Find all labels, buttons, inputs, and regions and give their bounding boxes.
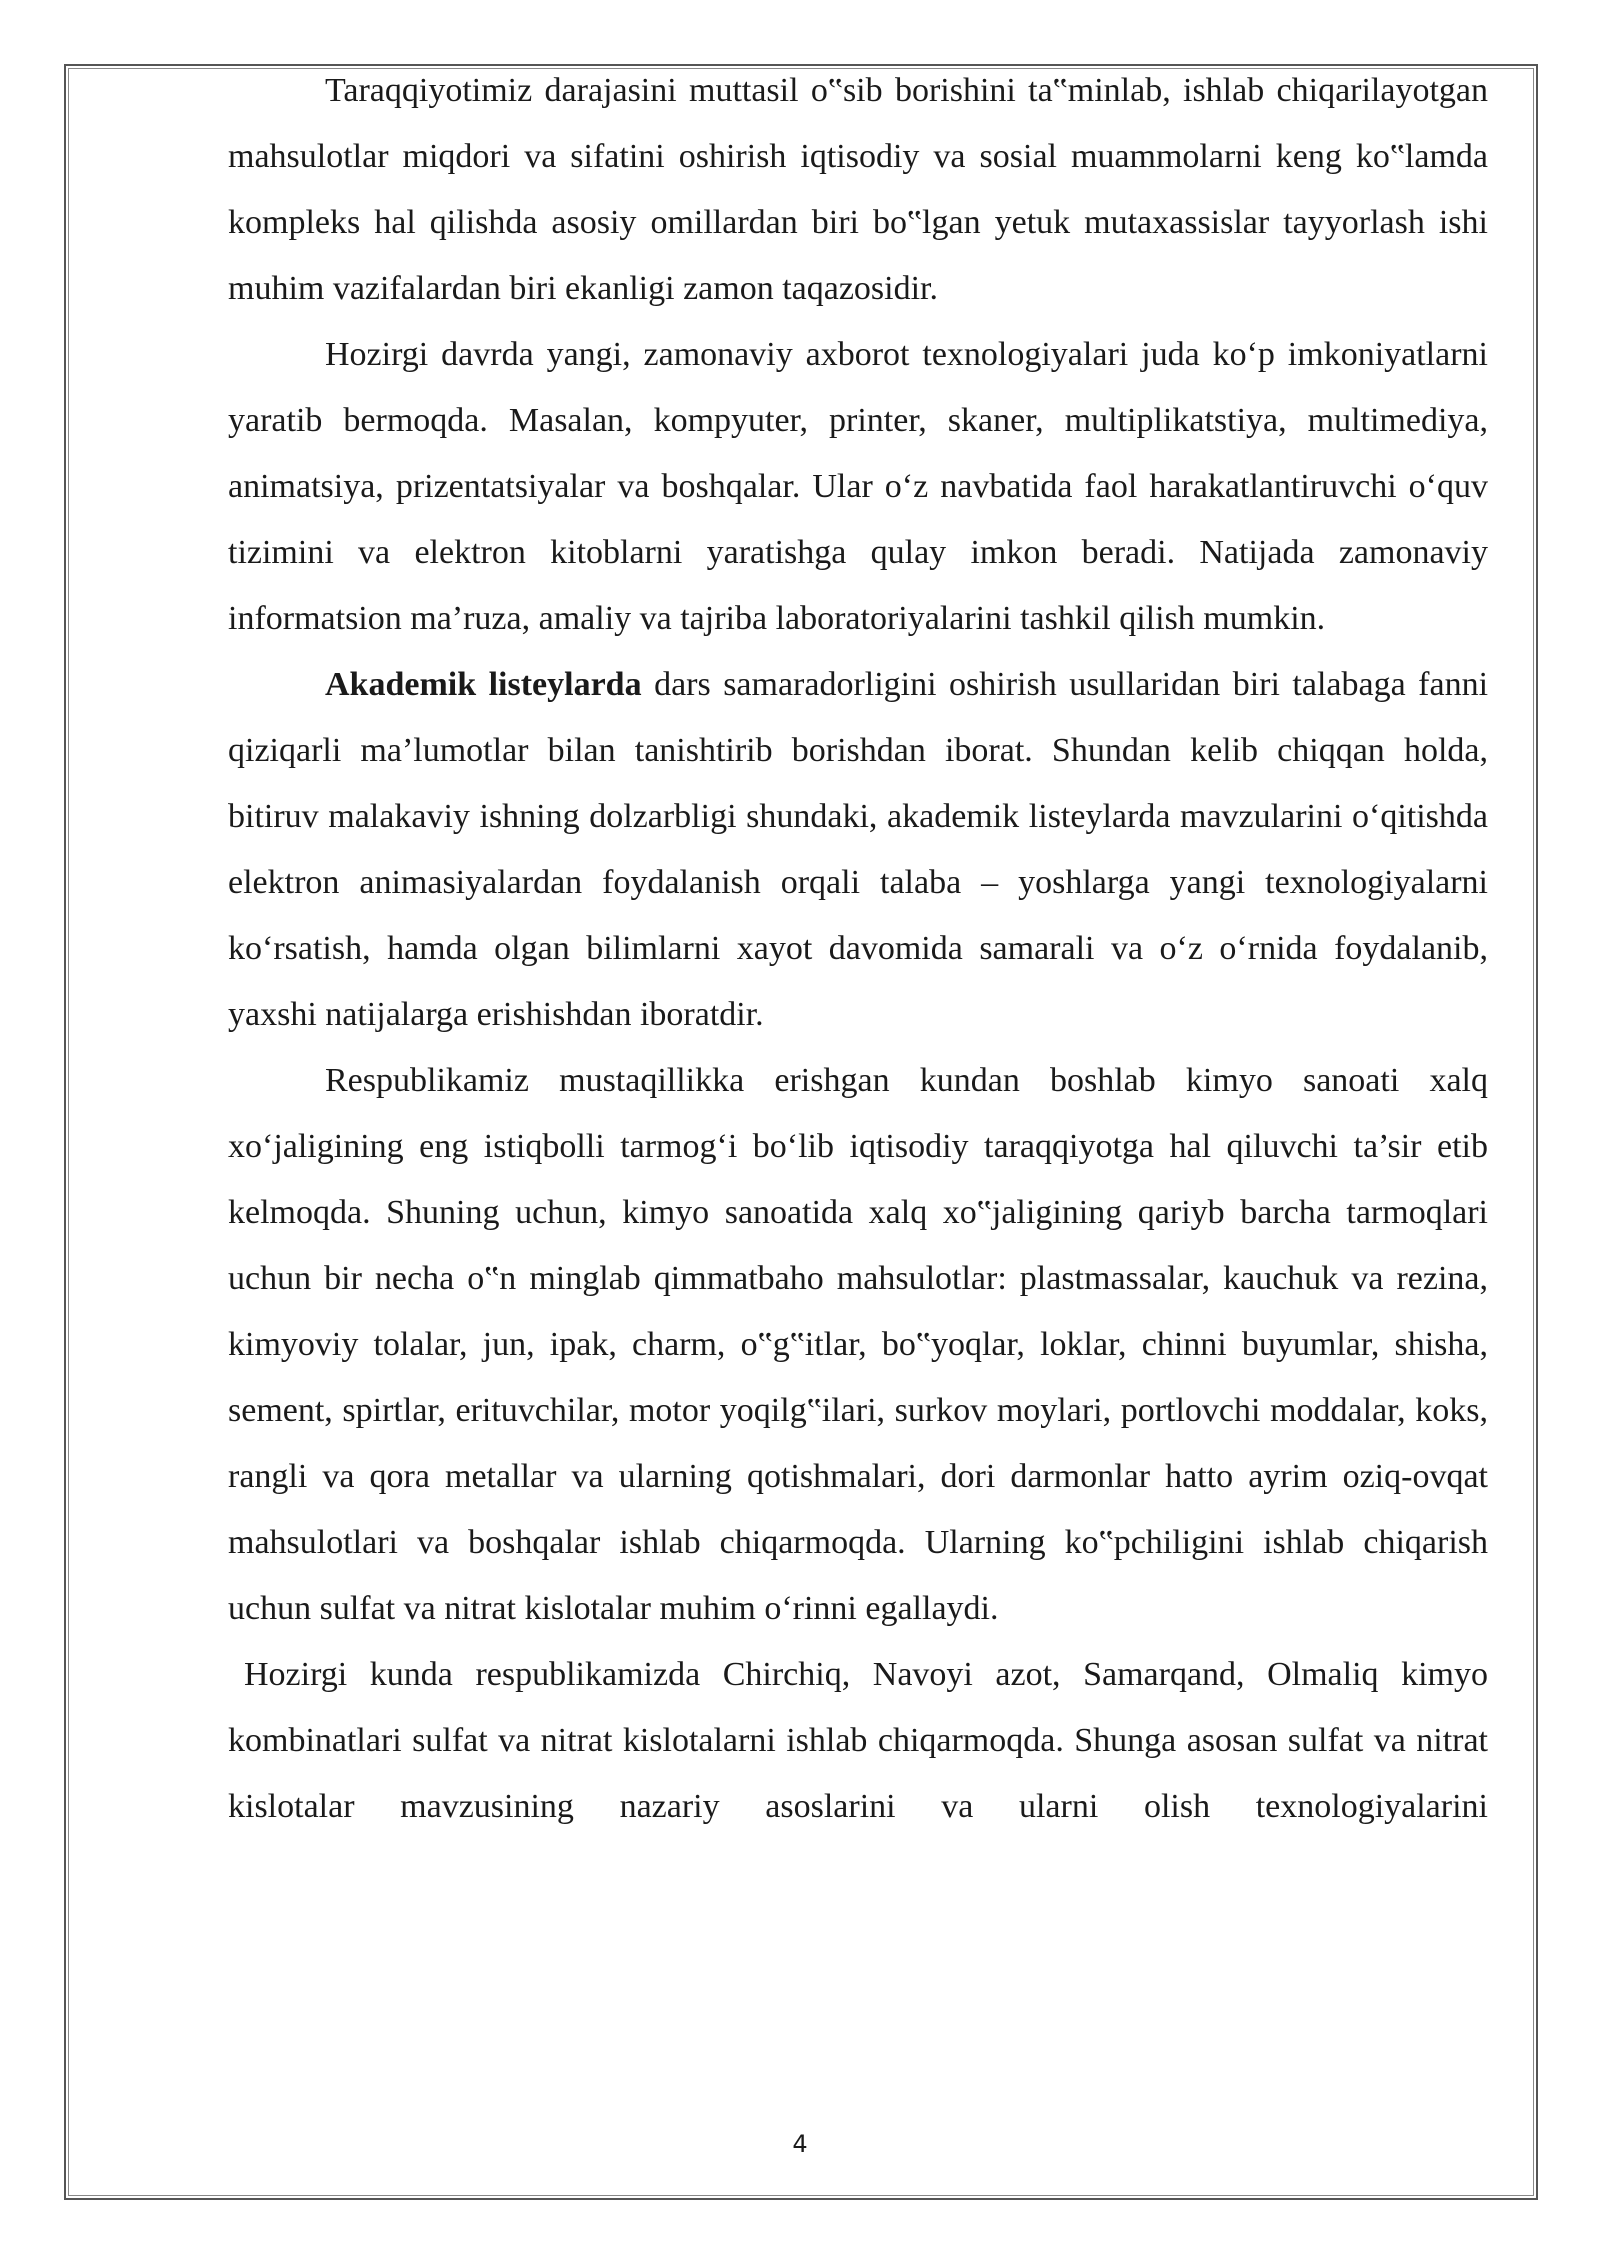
page-number: 4 (792, 2130, 808, 2158)
paragraph-2: Hozirgi davrda yangi, zamonaviy axborot texnologiyalari juda ko‘p imkoniyatlarni yaratib bermoqda. Masalan, kompyuter, printer, skaner, multiplikatstiya, multimediya, animatsiya, prizentatsiyalar va boshqalar. Ular o‘z navbatida faol harakatlantiruvchi o‘quv tizimini va elektron kitoblarni yaratishga qulay imkon beradi. Natijada zamonaviy informatsion ma’ruza, amaliy va tajriba laboratoriyalarini tashkil qilish mumkin. (228, 336, 1488, 637)
paragraph-4: Respublikamiz mustaqillikka erishgan kundan boshlab kimyo sanoati xalq xo‘jaligining eng istiqbolli tarmog‘i bo‘lib iqtisodiy taraqqiyotga hal qiluvchi ta’sir etib kelmoqda. Shuning uchun, kimyo sanoatida xalq xo‟jaligining qariyb barcha tarmoqlari uchun bir necha o‟n minglab qimmatbaho mahsulotlar: plastmassalar, kauchuk va rezina, kimyoviy tolalar, jun, ipak, charm, o‟g‟itlar, bo‟yoqlar, loklar, chinni buyumlar, shisha, sement, spirtlar, erituvchilar, motor yoqilg‟ilari, surkov moylari, portlovchi moddalar, koks, rangli va qora metallar va ularning qotishmalari, dori darmonlar hatto ayrim oziq-ovqat mahsulotlari va boshqalar ishlab chiqarmoqda. Ularning ko‟pchiligini ishlab chiqarish uchun sulfat va nitrat kislotalar muhim o‘rinni egallaydi. (228, 1062, 1488, 1627)
paragraph-5: Hozirgi kunda respublikamizda Chirchiq, Navoyi azot, Samarqand, Olmaliq kimyo kombinatlari sulfat va nitrat kislotalarni ishlab chiqarmoqda. Shunga asosan sulfat va nitrat kislotalar mavzusining nazariy asoslarini va ularni olish texnologiyalarini (228, 1656, 1488, 1825)
paragraph-1: Taraqqiyotimiz darajasini muttasil o‟sib borishini ta‟minlab, ishlab chiqarilayotgan mahsulotlar miqdori va sifatini oshirish iqtisodiy va sosial muammolarni keng ko‟lamda kompleks hal qilishda asosiy omillardan biri bo‟lgan yetuk mutaxassislar tayyorlash ishi muhim vazifalardan biri ekanligi zamon taqazosidir. (228, 72, 1488, 307)
paragraph-3-text: dars samaradorligini oshirish usullaridan biri talabaga fanni qiziqarli ma’lumotlar bilan tanishtirib borishdan iborat. Shundan kelib chiqqan holda, bitiruv malakaviy ishning dolzarbligi shundaki, akademik listeylarda mavzularini o‘qitishda elektron animasiyalardan foydalanish orqali talaba – yoshlarga yangi texnologiyalarni ko‘rsatish, hamda olgan bilimlarni xayot davomida samarali va o‘z o‘rnida foydalanib, yaxshi natijalarga erishishdan iboratdir. (228, 666, 1489, 1033)
document-body (228, 58, 1488, 1840)
paragraph-3 (228, 652, 1488, 1048)
paragraph-3-bold-lead: Akademik listeylarda (325, 666, 642, 703)
